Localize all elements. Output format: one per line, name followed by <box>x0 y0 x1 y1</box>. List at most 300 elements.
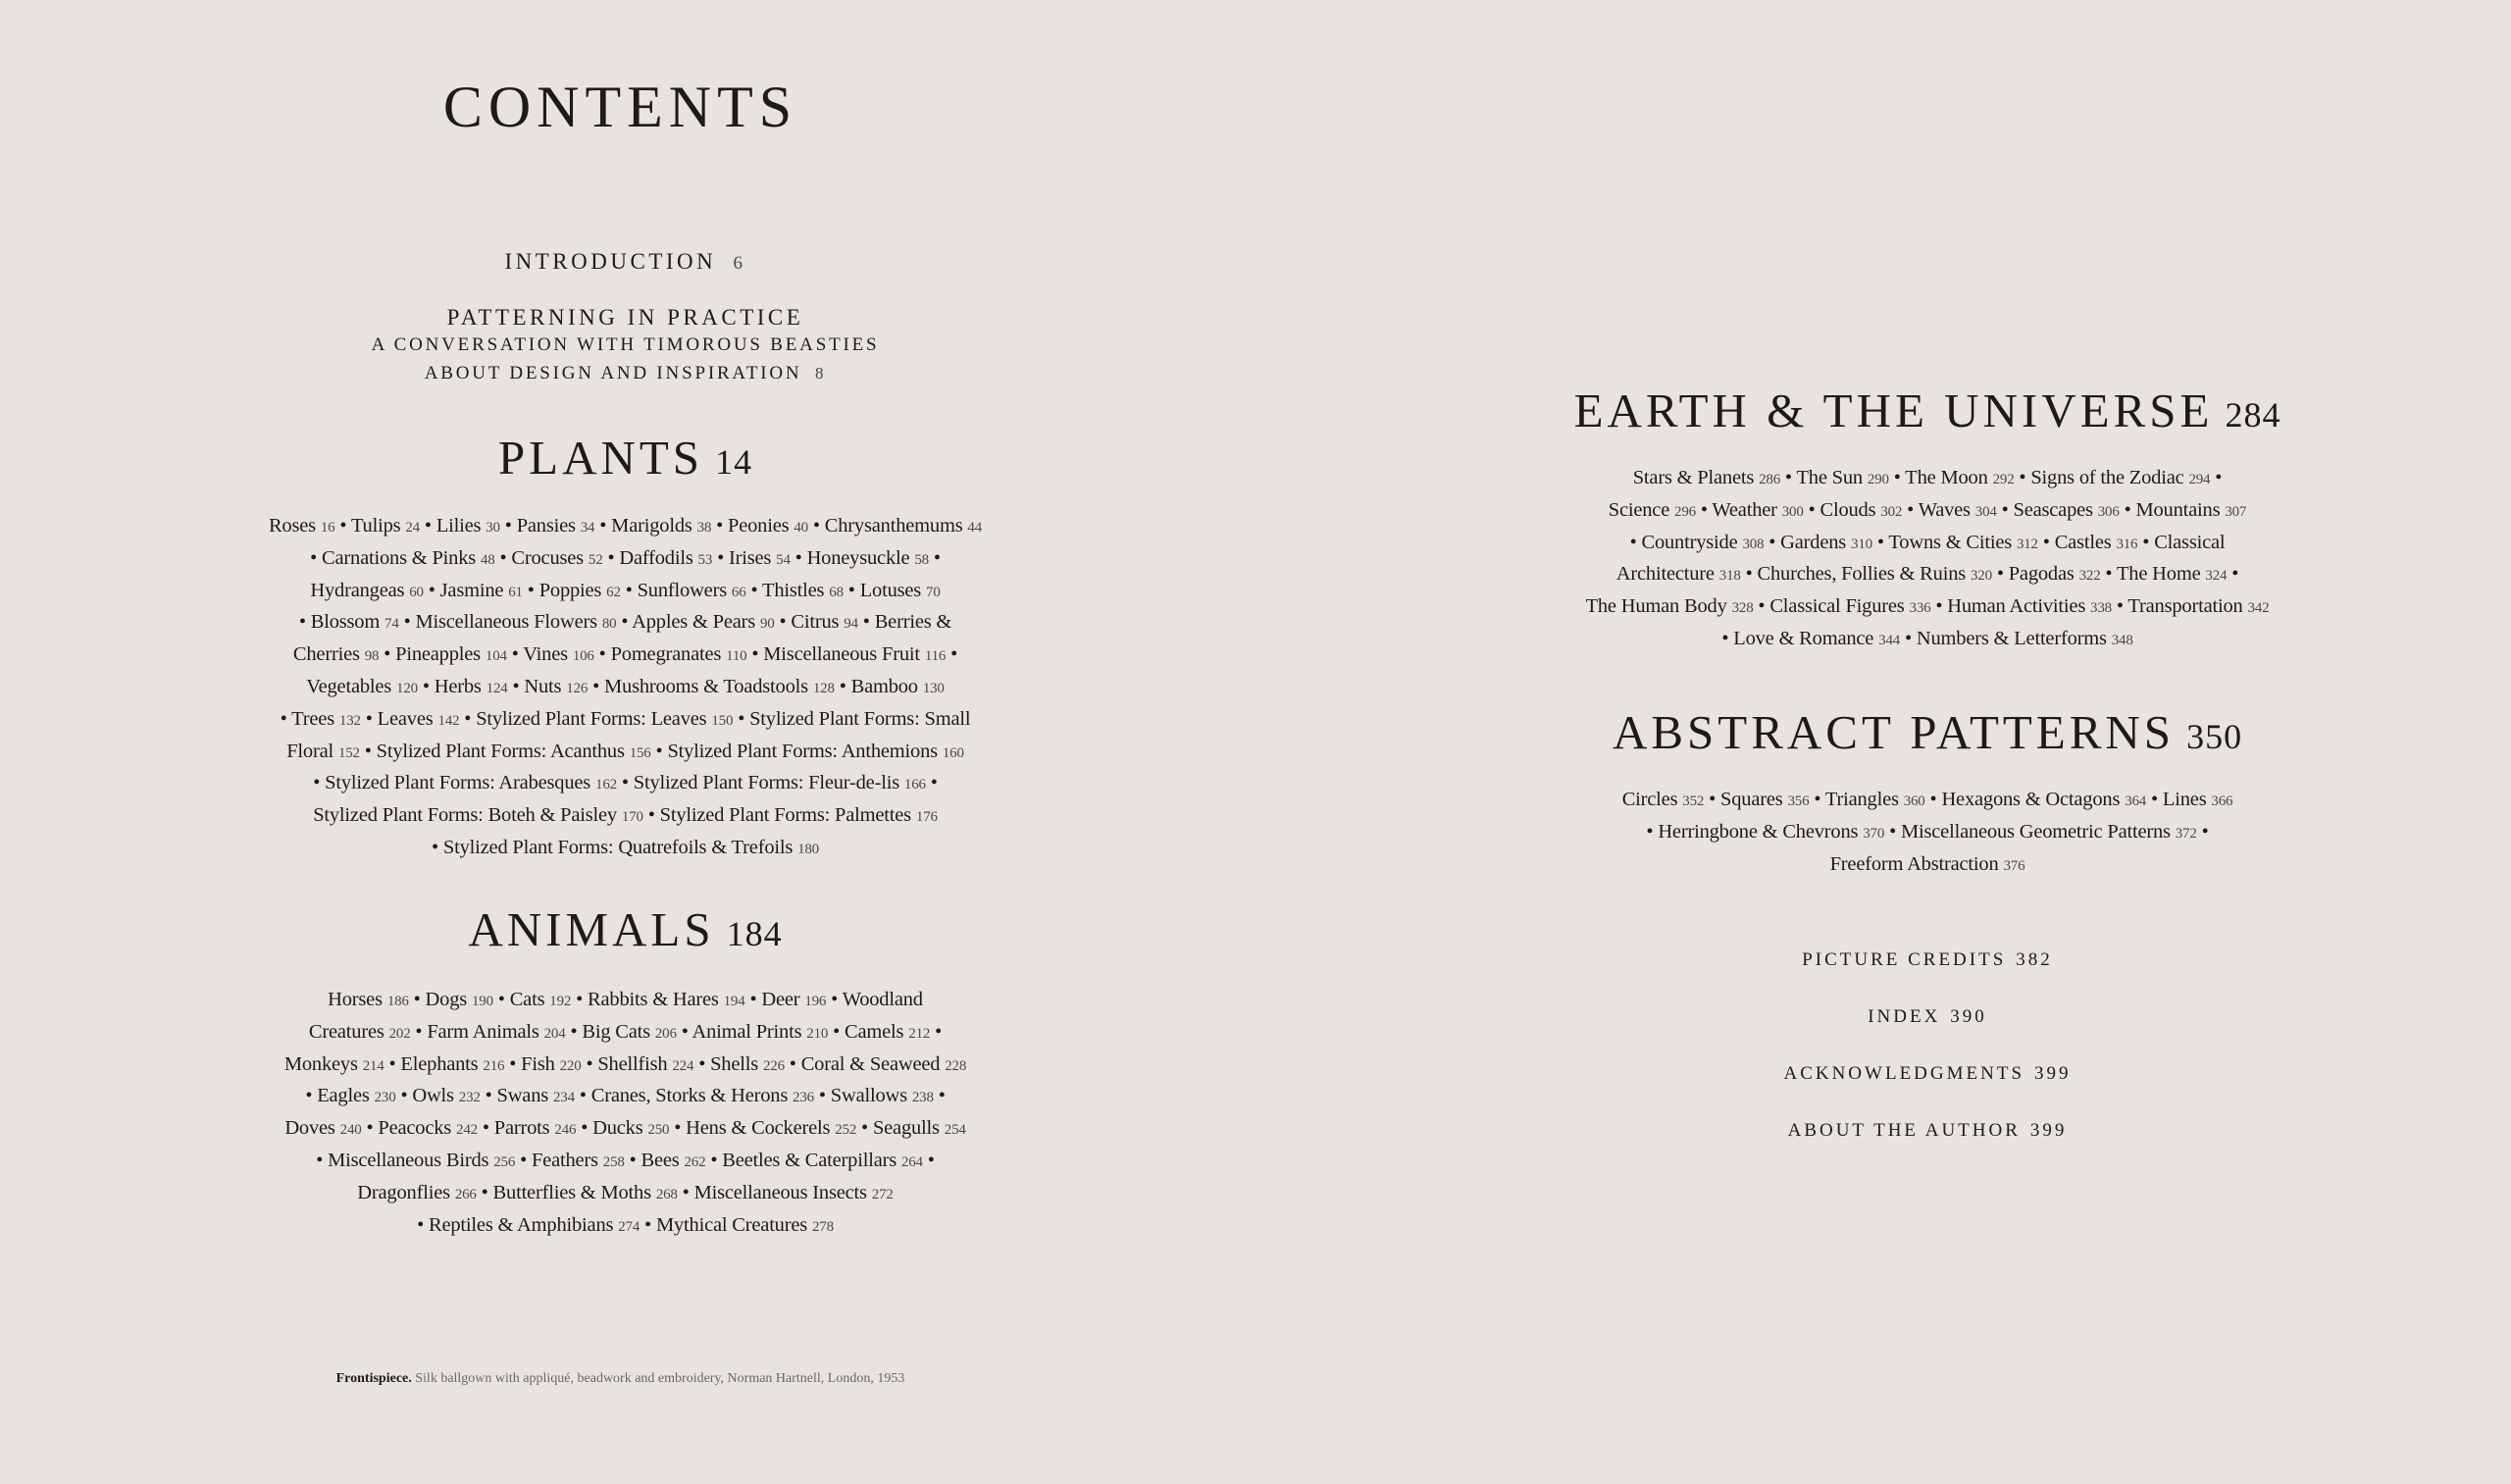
toc-entry[interactable] <box>395 643 507 665</box>
toc-entry[interactable] <box>476 708 733 730</box>
toc-entry-label: Stylized Plant Forms: Boteh & Paisley <box>313 804 617 827</box>
toc-entry[interactable] <box>293 643 379 665</box>
toc-entry-label: Mountains <box>2135 498 2221 521</box>
toc-entry-page: 34 <box>580 520 595 536</box>
toc-entry[interactable] <box>532 1150 625 1171</box>
toc-entry[interactable] <box>845 1021 930 1043</box>
toc-entry[interactable] <box>313 772 617 793</box>
toc-entry-page: 262 <box>684 1153 706 1170</box>
toc-entry[interactable] <box>582 1021 676 1043</box>
toc-entry-label: Farm Animals <box>427 1020 539 1043</box>
toc-entry[interactable] <box>1947 595 2112 617</box>
toc-entry[interactable] <box>511 547 602 569</box>
toc-entry[interactable] <box>843 989 923 1010</box>
earth-line: • Countryside 308 • Gardens 310 • Towns & Cities 312 • Castles 316 • Classical <box>1629 531 2226 553</box>
toc-entry-page: 268 <box>655 1186 678 1203</box>
toc-entry[interactable] <box>634 772 926 793</box>
toc-entry-label: Irises <box>728 546 772 569</box>
toc-entry-page: 232 <box>458 1090 481 1106</box>
toc-entry[interactable] <box>427 1021 565 1043</box>
toc-entry[interactable] <box>2009 563 2101 585</box>
toc-entry-page: 252 <box>835 1122 857 1139</box>
toc-entry[interactable] <box>762 580 844 601</box>
toc-entry-label: Vines <box>523 643 568 666</box>
toc-entry-label: Tulips <box>350 515 401 537</box>
toc-entry[interactable] <box>415 611 616 633</box>
toc-entry-label: Classical <box>2154 531 2226 553</box>
toc-entry-label: Parrots <box>493 1117 550 1140</box>
toc-entry[interactable] <box>1917 628 2133 649</box>
toc-entry[interactable] <box>597 1053 693 1075</box>
toc-entry[interactable] <box>306 676 418 697</box>
toc-entry-page: 266 <box>454 1186 477 1203</box>
toc-entry[interactable] <box>378 708 460 730</box>
toc-entry-page: 40 <box>794 520 808 536</box>
toc-entry[interactable] <box>801 1053 966 1075</box>
animals-line: • Eagles 230 • Owls 232 • Swans 234 • Cranes, Storks & Herons 236 • Swallows 238 • <box>305 1085 946 1107</box>
toc-entry-page: 342 <box>2247 600 2270 617</box>
toc-entry[interactable] <box>286 741 360 762</box>
toc-entry-label: Mythical Creatures <box>655 1213 808 1236</box>
toc-entry[interactable] <box>729 547 791 569</box>
toc-entry[interactable] <box>357 1182 476 1203</box>
toc-entry[interactable] <box>2055 532 2138 553</box>
toc-entry-page: 310 <box>1851 536 1872 552</box>
toc-entry[interactable] <box>825 515 982 537</box>
toc-entry[interactable] <box>524 676 588 697</box>
toc-entry-page: 240 <box>339 1122 362 1139</box>
toc-entry-label: Gardens <box>1780 531 1847 553</box>
toc-entry[interactable] <box>1586 595 1754 617</box>
toc-entry-page: 348 <box>2111 632 2133 648</box>
toc-entry[interactable] <box>426 989 493 1010</box>
toc-entry-label: • Countryside <box>1629 531 1738 553</box>
toc-entry[interactable] <box>591 1085 814 1106</box>
toc-entry-page: 186 <box>386 994 409 1009</box>
toc-entry-label: Camels <box>845 1020 904 1043</box>
toc-entry[interactable] <box>328 989 409 1010</box>
toc-entry[interactable] <box>1888 532 2037 553</box>
toc-entry[interactable] <box>1758 563 1992 585</box>
patterning-subtitle-line-2: ABOUT DESIGN AND INSPIRATION <box>424 363 802 384</box>
toc-entry-introduction[interactable] <box>0 249 1251 275</box>
toc-entry-label: Bees <box>641 1149 680 1171</box>
toc-entry[interactable] <box>2163 789 2232 810</box>
toc-entry-label: • Reptiles & Amphibians <box>417 1213 614 1236</box>
plants-line: • Trees 132 • Leaves 142 • Stylized Plant Forms: Leaves 150 • Stylized Plant Forms: Small <box>280 707 971 730</box>
toc-entry[interactable] <box>1720 789 1809 810</box>
toc-entry[interactable] <box>1616 563 1741 585</box>
toc-entry-label: Miscellaneous Fruit <box>763 643 920 666</box>
toc-entry[interactable] <box>791 611 857 633</box>
toc-entry-back-matter[interactable] <box>1256 989 2511 1046</box>
toc-entry-page: 356 <box>1787 793 1810 809</box>
toc-entry[interactable] <box>1796 467 1888 488</box>
toc-entry-back-matter[interactable] <box>1256 1102 2511 1159</box>
toc-entry-page: 66 <box>731 584 746 600</box>
toc-entry-page: 116 <box>924 648 947 665</box>
toc-entry[interactable] <box>1622 789 1705 810</box>
section-heading-earth[interactable] <box>1256 383 2511 438</box>
toc-entry-page: 224 <box>672 1057 694 1074</box>
toc-entry-label: • Love & Romance <box>1721 627 1874 649</box>
animals-entries <box>0 985 1251 1242</box>
toc-entry-label: Big Cats <box>582 1020 650 1043</box>
frontispiece-caption <box>0 1371 1241 1387</box>
toc-entry[interactable] <box>521 1053 581 1075</box>
toc-entry[interactable] <box>1633 467 1780 488</box>
toc-entry-page: 226 <box>762 1057 785 1074</box>
plants-title: PLANTS <box>497 431 704 485</box>
animals-line: Dragonflies 266 • Butterflies & Moths 268 • Miscellaneous Insects 272 <box>357 1181 894 1203</box>
toc-entry[interactable] <box>510 989 572 1010</box>
toc-entry-label: Daffodils <box>619 546 693 569</box>
toc-entry-label: Cherries <box>292 643 360 666</box>
section-heading-abstract[interactable] <box>1256 704 2511 760</box>
toc-entry-label: Pineapples <box>395 643 481 666</box>
toc-entry-page: 160 <box>942 744 964 761</box>
toc-entry[interactable] <box>351 515 420 537</box>
toc-entry-label: Castles <box>2054 531 2112 553</box>
toc-entry-page: 344 <box>1878 632 1901 648</box>
toc-entry-page: 53 <box>697 551 713 568</box>
toc-entry-page: 246 <box>554 1122 577 1139</box>
toc-entry-label: Beetles & Caterpillars <box>722 1149 897 1171</box>
caption-label: Frontispiece. <box>335 1371 412 1386</box>
toc-entry-label: Architecture <box>1615 563 1715 586</box>
toc-entry-page: 180 <box>797 841 819 857</box>
toc-entry[interactable] <box>1780 532 1872 553</box>
toc-entry[interactable] <box>1630 532 1765 553</box>
toc-entry[interactable] <box>539 580 621 601</box>
toc-entry[interactable] <box>875 611 951 633</box>
toc-entry-label: Coral & Seaweed <box>800 1052 941 1075</box>
toc-entry-page: 150 <box>711 712 734 729</box>
toc-entry[interactable] <box>1819 499 1902 521</box>
toc-entry-label: Leaves <box>377 707 434 730</box>
toc-entry[interactable] <box>641 1150 706 1171</box>
toc-entry-page: 286 <box>1759 472 1780 487</box>
toc-entry-page: 70 <box>926 584 941 600</box>
toc-entry-page: 242 <box>456 1122 478 1139</box>
toc-entry-page: 62 <box>606 584 621 600</box>
toc-entry[interactable] <box>686 1117 856 1139</box>
toc-entry[interactable] <box>761 989 826 1010</box>
toc-entry[interactable] <box>656 1214 834 1236</box>
toc-entry-label: Feathers <box>531 1149 598 1171</box>
toc-entry-label: Marigolds <box>611 515 692 537</box>
toc-entry-page: 228 <box>945 1057 967 1074</box>
toc-entry-label: Human Activities <box>1947 595 2086 618</box>
toc-entry[interactable] <box>309 1021 411 1043</box>
toc-entry[interactable] <box>440 580 523 601</box>
toc-entry[interactable] <box>763 643 946 665</box>
toc-entry-page: 80 <box>601 616 617 633</box>
toc-entry-label: Stylized Plant Forms: Palmettes <box>659 804 911 827</box>
toc-entry[interactable] <box>694 1182 894 1203</box>
toc-entry-page: 296 <box>1674 503 1696 520</box>
patterning-subtitle-line-1: A CONVERSATION WITH TIMOROUS BEASTIES <box>371 334 880 355</box>
animals-line: • Reptiles & Amphibians 274 • Mythical Creatures 278 <box>417 1213 834 1236</box>
abstract-line: Circles 352 • Squares 356 • Triangles 360 • Hexagons & Octagons 364 • Lines 366 <box>1621 789 2233 810</box>
toc-entry[interactable] <box>1825 789 1925 810</box>
toc-entry-page: 364 <box>2125 793 2147 809</box>
toc-entry[interactable] <box>417 1214 640 1236</box>
toc-entry[interactable] <box>1609 499 1696 521</box>
toc-entry[interactable] <box>851 676 945 697</box>
toc-entry-label: Miscellaneous Insects <box>693 1181 867 1203</box>
toc-entry-page: 142 <box>437 712 460 729</box>
toc-entry[interactable] <box>269 515 335 537</box>
toc-entry-label: Owls <box>412 1085 454 1107</box>
toc-entry-label: Stylized Plant Forms: Small <box>749 707 971 730</box>
toc-entry-page: 202 <box>388 1025 411 1042</box>
plants-line: • Stylized Plant Forms: Arabesques 162 • Stylized Plant Forms: Fleur-de-lis 166 • <box>313 772 938 794</box>
toc-entry-label: Horses <box>328 989 383 1010</box>
toc-entry[interactable] <box>377 741 651 762</box>
toc-entry-label: Poppies <box>538 579 602 601</box>
toc-entry-label: Towns & Cities <box>1888 531 2013 553</box>
toc-entry-page: 130 <box>922 680 945 696</box>
toc-entry[interactable] <box>517 515 595 537</box>
toc-entry[interactable] <box>2127 595 2269 617</box>
toc-entry[interactable] <box>412 1085 480 1106</box>
toc-entry[interactable] <box>710 1053 785 1075</box>
toc-entry-label: Lines <box>2162 789 2207 810</box>
back-matter-list <box>1256 932 2511 1159</box>
toc-entry[interactable] <box>310 547 494 569</box>
toc-entry[interactable] <box>378 1117 478 1139</box>
toc-entry-label: Thistles <box>762 579 825 601</box>
toc-entry-page: 254 <box>944 1122 966 1139</box>
toc-entry[interactable] <box>299 611 399 633</box>
earth-line: The Human Body 328 • Classical Figures 336 • Human Activities 338 • Transportation 342 <box>1585 595 2270 618</box>
toc-entry[interactable] <box>619 547 712 569</box>
toc-entry-page: 316 <box>2116 536 2138 552</box>
toc-entry[interactable] <box>604 676 835 697</box>
section-heading-plants[interactable] <box>0 430 1251 486</box>
toc-entry[interactable] <box>305 1085 395 1106</box>
animals-title: ANIMALS <box>468 902 715 956</box>
toc-entry[interactable] <box>611 515 711 537</box>
toc-entry[interactable] <box>2135 499 2246 521</box>
toc-entry[interactable] <box>1919 499 1997 521</box>
toc-entry-page: 74 <box>384 616 399 633</box>
toc-entry-label: Dragonflies <box>357 1181 450 1203</box>
toc-entry-page: 214 <box>362 1057 384 1074</box>
toc-entry[interactable] <box>400 1053 504 1075</box>
toc-entry-page: 156 <box>629 744 651 761</box>
toc-entry-label: • Trees <box>280 707 334 730</box>
toc-entry-label: Weather <box>1712 498 1777 521</box>
toc-entry[interactable] <box>632 611 774 633</box>
toc-entry[interactable] <box>660 804 938 826</box>
toc-entry-label: Creatures <box>308 1020 384 1043</box>
toc-entry[interactable] <box>493 1182 678 1203</box>
toc-entry-page: 324 <box>2205 568 2228 585</box>
toc-entry-page: 210 <box>806 1025 829 1042</box>
toc-entry-page: 220 <box>559 1057 582 1074</box>
toc-entry[interactable] <box>749 708 970 730</box>
toc-entry-label: Peonies <box>728 515 790 537</box>
toc-entry-label: • Herringbone & Chevrons <box>1646 820 1859 843</box>
toc-entry-label: Vegetables <box>306 675 392 697</box>
toc-entry-label: • Carnations & Pinks <box>310 546 477 569</box>
toc-entry-label: Cranes, Storks & Herons <box>590 1085 789 1107</box>
toc-entry-label: Butterflies & Moths <box>492 1181 651 1203</box>
toc-entry-label: Bamboo <box>850 675 918 697</box>
toc-entry[interactable] <box>432 837 819 858</box>
contents-title: CONTENTS <box>442 75 798 139</box>
toc-entry-label: Circles <box>1621 789 1678 810</box>
animals-line: Creatures 202 • Farm Animals 204 • Big Cats 206 • Animal Prints 210 • Camels 212 • <box>308 1020 943 1043</box>
toc-entry[interactable] <box>435 676 508 697</box>
animals-page: 184 <box>726 914 783 953</box>
toc-entry[interactable] <box>638 580 746 601</box>
plants-line: Floral 152 • Stylized Plant Forms: Acanthus 156 • Stylized Plant Forms: Anthemions 160 <box>286 740 964 762</box>
toc-entry-page: 120 <box>396 680 418 696</box>
toc-entry[interactable] <box>494 1117 577 1139</box>
toc-entry-label: Chrysanthemums <box>824 515 963 537</box>
toc-entry-label: Lotuses <box>859 579 922 601</box>
toc-entry-label: Lilies <box>436 515 482 537</box>
toc-entry-label: Swallows <box>830 1085 907 1107</box>
toc-entry-label: Classical Figures <box>1769 595 1905 618</box>
toc-entry[interactable] <box>592 1117 669 1139</box>
toc-entry-page: 206 <box>654 1025 677 1042</box>
toc-entry[interactable] <box>523 643 593 665</box>
back-matter-page: 382 <box>2016 949 2053 970</box>
toc-entry[interactable] <box>1769 595 1930 617</box>
toc-entry-page: 162 <box>595 777 617 793</box>
toc-entry-label: Cats <box>509 989 545 1010</box>
toc-entry-label: Animal Prints <box>692 1020 802 1043</box>
section-heading-animals[interactable] <box>0 901 1251 957</box>
toc-entry-page: 234 <box>552 1090 575 1106</box>
toc-entry[interactable] <box>281 708 361 730</box>
toc-entry[interactable] <box>1901 821 2197 843</box>
toc-entry-page: 230 <box>374 1090 396 1106</box>
toc-entry-page: 106 <box>572 648 594 665</box>
toc-entry[interactable] <box>588 989 745 1010</box>
toc-entry-label: Shellfish <box>597 1052 668 1075</box>
toc-entry-page: 61 <box>508 584 523 600</box>
toc-entry-page: 204 <box>543 1025 566 1042</box>
toc-entry[interactable] <box>1905 467 2014 488</box>
toc-entry[interactable] <box>860 580 941 601</box>
toc-entry-label: Transportation <box>2127 595 2243 618</box>
toc-entry-page: 372 <box>2175 825 2197 842</box>
toc-entry-page: 126 <box>566 680 589 696</box>
toc-entry-page: 292 <box>1992 472 2015 487</box>
patterning-page: 8 <box>814 364 827 383</box>
toc-entry-page: 294 <box>2188 472 2211 487</box>
toc-entry-page: 166 <box>903 777 926 793</box>
toc-entry[interactable] <box>807 547 929 569</box>
toc-entry-label: Clouds <box>1819 498 1876 521</box>
toc-entry[interactable] <box>728 515 808 537</box>
toc-entry-label: Monkeys <box>283 1052 358 1075</box>
toc-entry[interactable] <box>497 1085 575 1106</box>
toc-entry[interactable] <box>1712 499 1803 521</box>
toc-entry-label: Berries & <box>874 611 952 634</box>
toc-entry-label: Churches, Follies & Ruins <box>1757 563 1967 586</box>
toc-entry-label: • Stylized Plant Forms: Quatrefoils & Trefoils <box>432 836 794 858</box>
toc-entry-label: Woodland <box>842 989 923 1010</box>
toc-entry-page: 58 <box>914 551 929 568</box>
toc-entry-page: 338 <box>2090 600 2112 617</box>
toc-entry[interactable] <box>2030 467 2210 488</box>
toc-entry-back-matter[interactable] <box>1256 932 2511 989</box>
toc-entry[interactable] <box>1941 789 2146 810</box>
toc-entry[interactable] <box>831 1085 934 1106</box>
plants-line: • Blossom 74 • Miscellaneous Flowers 80 • Apples & Pears 90 • Citrus 94 • Berries & <box>298 611 952 634</box>
toc-entry-label: Elephants <box>400 1052 479 1075</box>
toc-entry-page: 54 <box>776 551 791 568</box>
plants-page: 14 <box>715 442 753 482</box>
toc-entry-label: Stylized Plant Forms: Acanthus <box>376 740 625 762</box>
toc-entry[interactable] <box>873 1117 966 1139</box>
toc-entry[interactable] <box>1646 821 1884 843</box>
toc-entry-label: Shells <box>710 1052 759 1075</box>
toc-entry-page: 264 <box>900 1153 923 1170</box>
toc-entry-page: 236 <box>793 1090 814 1106</box>
toc-entry[interactable] <box>722 1150 923 1171</box>
toc-entry-page: 328 <box>1731 600 1754 617</box>
toc-entry[interactable] <box>284 1053 384 1075</box>
earth-page: 284 <box>2225 395 2281 435</box>
toc-entry[interactable] <box>310 580 423 601</box>
toc-entry-patterning[interactable] <box>0 305 1251 387</box>
earth-title: EARTH & THE UNIVERSE <box>1573 384 2214 437</box>
toc-entry[interactable] <box>2014 499 2120 521</box>
toc-entry-label: Stars & Planets <box>1632 467 1755 488</box>
toc-entry-label: Numbers & Letterforms <box>1916 627 2107 649</box>
toc-entry-label: Hydrangeas <box>310 579 405 601</box>
toc-entry[interactable] <box>1830 853 2025 875</box>
introduction-label: INTRODUCTION <box>504 249 717 274</box>
toc-entry-page: 302 <box>1880 503 1903 520</box>
toc-entry[interactable] <box>436 515 500 537</box>
toc-entry[interactable] <box>2117 563 2227 585</box>
toc-entry[interactable] <box>1721 628 1900 649</box>
toc-entry-page: 128 <box>812 680 835 696</box>
toc-entry-label: Miscellaneous Geometric Patterns <box>1900 820 2171 843</box>
toc-entry-page: 320 <box>1970 568 1992 585</box>
toc-entry[interactable] <box>667 741 963 762</box>
toc-entry-page: 336 <box>1909 600 1931 617</box>
toc-entry[interactable] <box>692 1021 828 1043</box>
toc-entry[interactable] <box>313 804 643 826</box>
toc-entry-page: 52 <box>588 551 603 568</box>
toc-entry-page: 104 <box>485 648 507 665</box>
toc-entry-label: Science <box>1608 498 1670 521</box>
toc-entry-page: 272 <box>871 1186 894 1203</box>
toc-entry[interactable] <box>284 1117 361 1139</box>
toc-entry-page: 30 <box>486 520 500 536</box>
back-matter-label: ACKNOWLEDGMENTS <box>1783 1063 2025 1084</box>
toc-entry-label: Jasmine <box>439 579 504 601</box>
toc-entry-page: 110 <box>726 648 747 665</box>
plants-line: • Carnations & Pinks 48 • Crocuses 52 • Daffodils 53 • Irises 54 • Honeysuckle 58 • <box>310 546 941 569</box>
abstract-line <box>1256 849 2511 882</box>
toc-entry[interactable] <box>316 1150 515 1171</box>
toc-entry-back-matter[interactable] <box>1256 1046 2511 1102</box>
toc-entry[interactable] <box>2154 532 2225 553</box>
toc-entry-label: Waves <box>1918 498 1971 521</box>
toc-entry[interactable] <box>611 643 747 665</box>
earth-line: Stars & Planets 286 • The Sun 290 • The Moon 292 • Signs of the Zodiac 294 • <box>1632 467 2223 488</box>
